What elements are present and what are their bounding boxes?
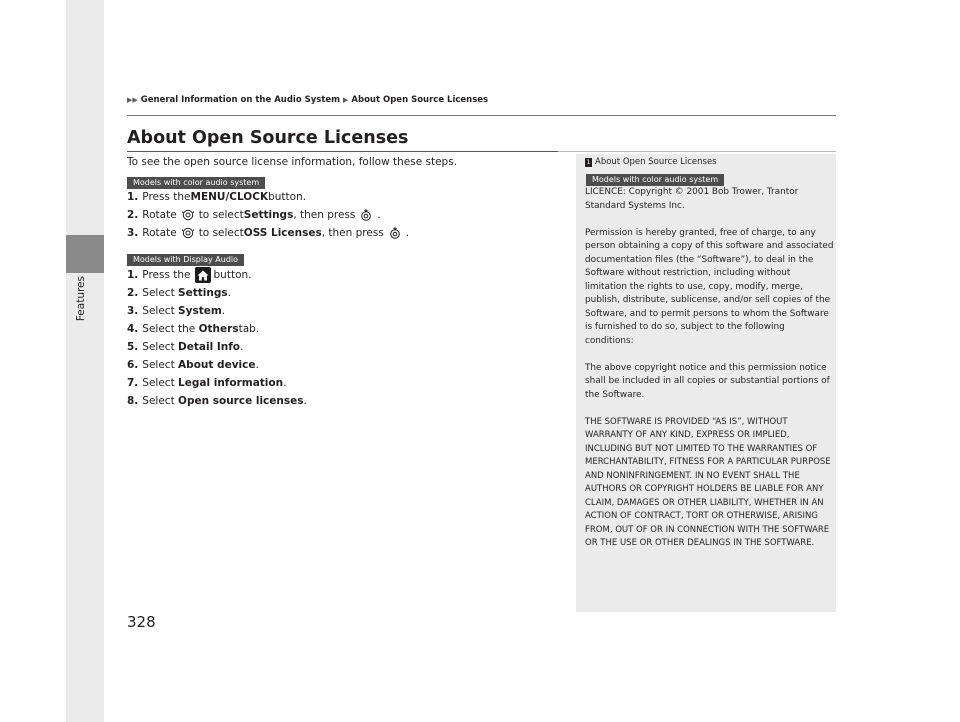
license-paragraph: The above copyright notice and this permission notice shall be included in all copies or substantial portions of the Software. xyxy=(585,362,830,400)
sidebar-heading-text: About Open Source Licenses xyxy=(595,157,717,167)
breadcrumb-item[interactable]: About Open Source Licenses xyxy=(351,95,489,105)
step-item: 6. Select About device . xyxy=(127,359,259,371)
display-audio-steps xyxy=(127,266,307,410)
sidebar-heading xyxy=(585,157,717,167)
color-audio-steps xyxy=(127,188,409,242)
step-item: 4. Select the Others tab. xyxy=(127,323,260,335)
step-item: 3. Select System . xyxy=(127,305,226,317)
step-item: 5. Select Detail Info . xyxy=(127,341,244,353)
license-paragraph: THE SOFTWARE IS PROVIDED “AS IS”, WITHOUT WARRANTY OF ANY KIND, EXPRESS OR IMPLIED, INCLUDING BUT NOT LIMITED TO THE WARRANTIES OF MERCHANTABILITY, FITNESS FOR A PARTICULAR PURPOSE AND NONINFRINGEMENT. IN NO EVENT SHALL THE AUTHORS OR COPYRIGHT HOLDERS BE LIABLE FOR ANY CLAIM, DAMAGES OR OTHER LIABILITY, WHETHER IN AN ACTION OF CONTRACT, TORT OR OTHERWISE, ARISING FROM, OUT OF OR IN CONNECTION WITH THE SOFTWARE OR THE USE OR OTHER DEALINGS IN THE SOFTWARE. xyxy=(585,416,831,548)
step-item: 1. Press the button. xyxy=(127,269,252,281)
press-knob-icon xyxy=(360,209,372,221)
title-divider-light xyxy=(558,151,836,152)
side-tab-label: Features xyxy=(75,276,87,322)
model-badge: Models with color audio system xyxy=(586,174,724,186)
step-item: 1. Press the MENU/CLOCK button. xyxy=(127,191,307,203)
page-number: 328 xyxy=(127,613,156,631)
selector-knob-icon xyxy=(182,209,194,221)
press-knob-icon xyxy=(389,227,401,239)
breadcrumb xyxy=(127,95,488,105)
step-item: 2. Rotate to select Settings , then press . xyxy=(127,209,381,221)
step-item: 3. Rotate to select OSS Licenses , then press . xyxy=(127,227,410,239)
step-item: 7. Select Legal information . xyxy=(127,377,287,389)
triangle-icon: ▶▶ xyxy=(127,96,138,104)
reference-number: 1 xyxy=(586,158,591,166)
breadcrumb-item[interactable]: General Information on the Audio System xyxy=(140,95,341,105)
triangle-icon: ▶ xyxy=(343,96,349,104)
intro-text: To see the open source license information, follow these steps. xyxy=(127,156,458,168)
step-item: 2. Select Settings . xyxy=(127,287,231,299)
home-icon xyxy=(195,267,211,283)
section-marker xyxy=(66,235,104,273)
page-title: About Open Source Licenses xyxy=(127,128,409,148)
model-badge: Models with Display Audio xyxy=(127,254,244,266)
step-item: 8. Select Open source licenses . xyxy=(127,395,307,407)
license-paragraph: LICENCE: Copyright © 2001 Bob Trower, Trantor Standard Systems Inc. xyxy=(585,187,799,211)
title-divider xyxy=(127,151,558,152)
license-paragraph: Permission is hereby granted, free of charge, to any person obtaining a copy of this software and associated documentation files (the “Software”), to deal in the Software without restriction, including without limitation the rights to use, copy, modify, merge, publish, distribute, sublicense, and/or sell copies of the Software, and to permit persons to whom the Software is furnished to do so, subject to the following conditions: xyxy=(585,227,834,346)
license-sidebar xyxy=(576,154,836,612)
header-divider xyxy=(127,115,836,116)
model-badge: Models with color audio system xyxy=(127,177,265,189)
side-tab xyxy=(66,0,104,722)
license-text xyxy=(585,186,835,564)
selector-knob-icon xyxy=(182,227,194,239)
